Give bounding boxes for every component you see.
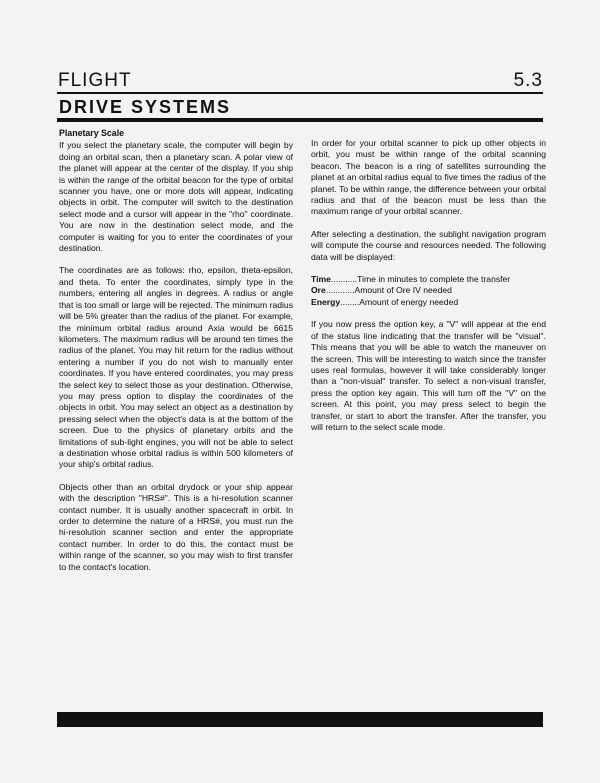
leader-dots: ........: [340, 296, 360, 307]
data-description: Amount of energy needed: [359, 296, 459, 307]
data-term: Energy: [311, 296, 341, 307]
paragraph: After selecting a destination, the sublight navigation program will compute the course and resources needed. The following data will be displayed:: [311, 228, 546, 262]
paragraph: If you select the planetary scale, the computer will begin by doing an orbital scan, then a planetary scan. A polar view of the planet will appear at the center of the display. If you ship is within the range of the orbital beacon for the type of orbital scanner you have, one or more dots will appear, indicating objects in orbit. The computer will switch to the destination select mode and a cursor will appear in the "rho" coordinate. You are now in the destination select mode, and the computer is waiting for you to enter the coordinates of your destination.: [59, 140, 293, 254]
subheading-planetary-scale: Planetary Scale: [59, 128, 125, 138]
data-description: Amount of Ore IV needed: [354, 285, 452, 296]
header-rule: [57, 92, 543, 94]
paragraph: The coordinates are as follows: rho, epsilon, theta-epsilon, and theta. To enter the coordinates, simply type in the numbers, entering all angles in degrees. A radius or angle that is too small or large will be rejected. The minimum radius will be 5% greater than the radius of the planet. For example, the minimum orbital radius around Axia would be 6615 kilometers. The maximum radius will be around ten times the radius of the planet. You may hit return for the radius without entering a number if you do not wish to manually enter coordinates. If you have entered coordinates, you may press the select key to select those as your destination. Otherwise, you may press option to display the coordinates of the objects in orbit. You may select an object as a destination by pressing select when the object's data is at the bottom of the screen. Due to the physics of planetary orbits and the limitations of sub-light engines, you will not be able to select a destination whose orbital radius is within 500 kilometers of your ship's orbital radius.: [59, 265, 293, 470]
paragraph: In order for your orbital scanner to pick up other objects in orbit, you must be within range of the orbital scanning beacon. The beacon is a ring of satellites surrounding the planet at an orbital radius equal to five times the radius of the planet. To be within range, the difference between your orbital radius and that of the beacon must be less than the maximum range of your orbital scanner.: [311, 138, 546, 217]
data-description: Time in minutes to complete the transfer: [357, 274, 511, 285]
title-rule: [57, 118, 543, 122]
right-column: [311, 138, 546, 444]
page-header: [58, 70, 543, 92]
section-number: 5.3: [513, 70, 543, 91]
section-title: FLIGHT: [58, 70, 132, 91]
page-title: DRIVE SYSTEMS: [59, 97, 232, 117]
data-row-time: [311, 274, 546, 285]
data-term: Ore: [311, 285, 326, 296]
footer-bar: [57, 712, 543, 727]
leader-dots: ............: [325, 285, 355, 296]
paragraph: Objects other than an orbital drydock or your ship appear with the description "HRS#". This is a hi-resolution scanner contact number. It is usually another spacecraft in orbit. In order to determine the nature of a HRS#, you must run the hi-resolution scanner section and enter the appropriate contact number. In order to do this, the contact must be within range of the scanner, so you may wish to first transfer to the contact's location.: [59, 481, 293, 572]
leader-dots: ...........: [330, 274, 358, 285]
data-row-energy: [311, 297, 546, 308]
paragraph: If you now press the option key, a "V" will appear at the end of the status line indicating that the transfer will be "visual". This means that you will be able to watch the maneuver on the screen. This will be interesting to watch since the transfer uses real formulas, however it will take considerably longer than a "non-visual" transfer. To select a non-visual transfer, press the option key again. This will turn off the "V" on the screen. At this point, you may press select to begin the transfer, or start to abort the transfer. After the transfer, you will return to the select scale mode.: [311, 319, 546, 432]
data-term: Time: [311, 274, 331, 285]
left-column: [59, 128, 293, 584]
data-list: [311, 274, 546, 308]
data-row-ore: [311, 285, 546, 296]
